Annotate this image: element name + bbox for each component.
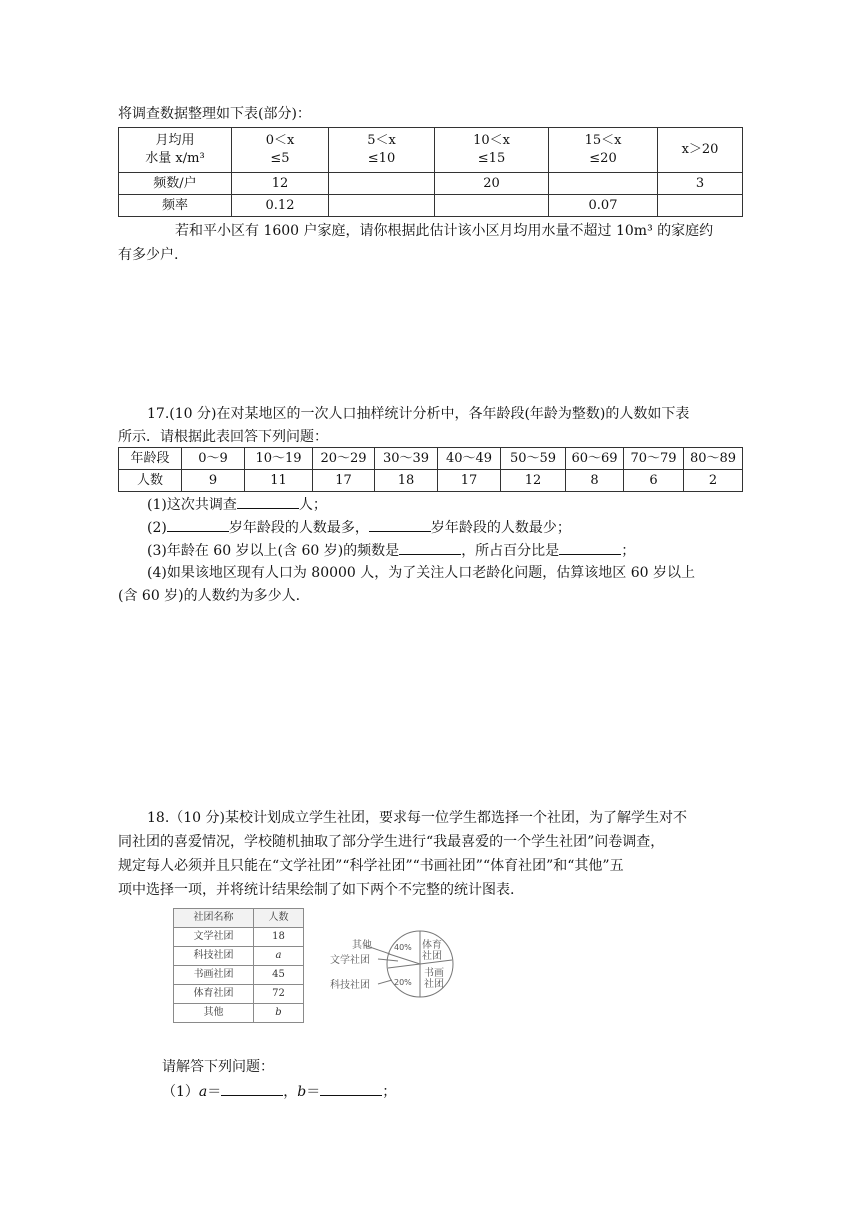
table-row [119,195,743,217]
table-cell: 72 [254,985,304,1004]
table-row [119,173,743,195]
table-cell: 45 [254,966,304,985]
q17-line-2: 所示．请根据此表回答下列问题： [118,429,328,445]
answer-blank[interactable] [237,494,299,509]
q16-tail-line-2: 有多少户. [118,247,179,263]
table-cell: 9 [182,470,245,492]
pie-label-science-percent: 20% [394,978,412,987]
table-cell: 3 [658,173,743,195]
pie-divider [388,964,420,968]
table-cell: 0.12 [232,195,329,217]
pie-divider [389,954,420,964]
table-row [174,1004,304,1023]
table-header-row [174,909,304,928]
pie-label-art-1: 书画 [424,968,444,979]
club-pie-chart [328,928,468,1000]
table-row [174,985,304,1004]
table-cell [435,195,549,217]
table-cell: 12 [232,173,329,195]
leader-line [378,980,392,984]
q18-prompt: 请解答下列问题： [162,1059,274,1075]
q18-line-4: 项中选择一项，并将统计结果绘制了如下两个不完整的统计图表. [118,882,515,898]
row-label: 频数/户 [119,173,232,195]
table-cell: 17 [438,470,501,492]
table-cell: 17 [313,470,375,492]
water-usage-table [118,127,743,217]
table-cell: 12 [501,470,566,492]
q17-sub-2: (2) 岁年龄段的人数最多， 岁年龄段的人数最少； [147,517,571,538]
pie-label-sports-percent: 40% [394,943,412,952]
table-cell: 70～79 [624,448,684,470]
table-cell: 书画社团 [174,966,254,985]
table-cell: x＞20 [658,128,743,173]
pie-label-other: 其他 [352,940,372,951]
table-row [174,947,304,966]
table-cell: 60～69 [566,448,624,470]
club-table [173,908,304,1023]
table-cell: 10～19 [245,448,313,470]
row-label: 人数 [119,470,182,492]
table-cell: 5＜x ≤10 [329,128,435,173]
table-header-row [119,128,743,173]
q18-sub-1: （1）a＝ ，b＝ ； [162,1081,396,1102]
answer-blank[interactable] [167,517,229,532]
table-cell: 18 [254,928,304,947]
table-cell: 80～89 [684,448,743,470]
table-cell [549,173,658,195]
table-cell: 20 [435,173,549,195]
table-cell: 18 [375,470,438,492]
table-cell: 0.07 [549,195,658,217]
pie-label-literature: 文学社团 [330,955,370,966]
q17-sub-3: (3)年龄在 60 岁以上(含 60 岁)的频数是 ，所占百分比是 ； [147,540,635,561]
table-row [174,928,304,947]
leader-line [378,959,398,961]
table-cell: 月均用 水量 x/m³ [119,128,232,173]
pie-label-art-2: 社团 [424,979,444,990]
row-label: 频率 [119,195,232,217]
table-cell: 其他 [174,1004,254,1023]
answer-blank[interactable] [399,540,461,555]
table-cell: 6 [624,470,684,492]
table-cell: 0～9 [182,448,245,470]
pie-label-science: 科技社团 [330,980,370,991]
table-cell: 人数 [254,909,304,928]
q17-sub-4-line-1: (4)如果该地区现有人口为 80000 人，为了关注人口老龄化问题，估算该地区 60 岁以上 [147,565,695,581]
row-label: 年龄段 [119,448,182,470]
table-row [174,966,304,985]
pie-label-sports-2: 社团 [422,951,442,962]
table-cell: 8 [566,470,624,492]
table-row [119,470,743,492]
answer-blank[interactable] [369,517,431,532]
table-row [119,448,743,470]
table-cell: 0＜x ≤5 [232,128,329,173]
q17-sub-4-line-2: (含 60 岁)的人数约为多少人. [118,588,301,604]
table-cell: 体育社团 [174,985,254,1004]
intro-line: 将调查数据整理如下表(部分)： [118,106,311,122]
table-cell: 40～49 [438,448,501,470]
table-cell: 50～59 [501,448,566,470]
age-table [118,447,743,492]
table-cell: 20～29 [313,448,375,470]
table-cell: a [254,947,304,966]
table-cell [329,195,435,217]
table-cell: 科技社团 [174,947,254,966]
answer-blank[interactable] [320,1081,382,1096]
q17-sub-1: (1)这次共调查 人； [147,494,327,515]
table-cell: 30～39 [375,448,438,470]
pie-label-sports-1: 体育 [422,940,442,951]
q17-line-1: 17.(10 分)在对某地区的一次人口抽样统计分析中，各年龄段(年龄为整数)的人数如下表 [147,406,690,422]
q18-line-3: 规定每人必须并且只能在“文学社团”“科学社团”“书画社团”“体育社团”和“其他”五 [118,858,624,874]
q18-line-1: 18.（10 分)某校计划成立学生社团，要求每一位学生都选择一个社团，为了解学生对不 [147,810,687,826]
answer-blank[interactable] [221,1081,283,1096]
table-cell: 文学社团 [174,928,254,947]
table-cell: b [254,1004,304,1023]
table-cell [658,195,743,217]
q18-line-2: 同社团的喜爱情况，学校随机抽取了部分学生进行“我最喜爱的一个学生社团”问卷调查， [118,834,665,850]
q16-tail-line-1: 若和平小区有 1600 户家庭，请你根据此估计该小区月均用水量不超过 10m³ 的家庭约 [175,223,714,239]
table-cell: 10＜x ≤15 [435,128,549,173]
answer-blank[interactable] [559,540,621,555]
table-cell: 社团名称 [174,909,254,928]
table-cell: 15＜x ≤20 [549,128,658,173]
table-cell: 2 [684,470,743,492]
table-cell [329,173,435,195]
table-cell: 11 [245,470,313,492]
